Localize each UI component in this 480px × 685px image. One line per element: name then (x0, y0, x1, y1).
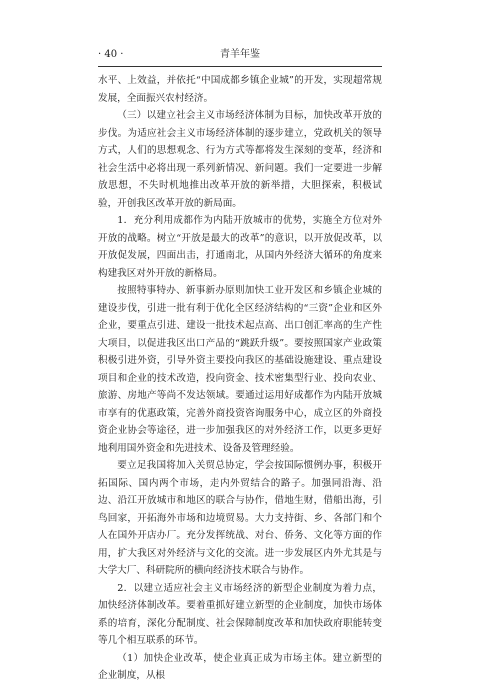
paragraph-point-two: 2．以建立适应社会主义市场经济的新型企业制度为着力点，加快经济体制改革。要着重抓好建立新型的企业制度，加快市场体系的培育，深化分配制度、社会保障制度改革和加快政府职能转变等几个相互联系的环节。 (98, 582, 382, 646)
body-text (98, 72, 382, 685)
running-title: 青羊年鉴 (220, 49, 260, 60)
paragraph-continuation: 水平、上效益，并依托“中国成都乡镇企业城”的开发，实现超常规发展，全面振兴农村经济。 (98, 75, 382, 104)
page-number: · 40 · (98, 49, 124, 60)
paragraph-section-three: （三）以建立社会主义市场经济体制为目标，加快改革开放的步伐。为适应社会主义市场经济体制的逐步建立，党政机关的领导方式，人们的思想观念、行为方式等都将发生深刻的变革，经济和社会生活中必将出现一系列新情况、新问题。我们一定要进一步解放思想，不失时机地推出改革开放的新举措，大胆探索，积极试验，开创我区改革开放的新局面。 (98, 110, 382, 209)
paragraph-point-one: 1．充分利用成都作为内陆开放城市的优势，实施全方位对外开放的战略。树立“开放是最大的改革”的意识，以开放促改革，以开放促发展，四面出击，打通南北，从国内外经济大循环的角度来构建我区对外开放的新格局。 (98, 215, 382, 279)
paragraph-enterprise-reform: （1）加快企业改革，使企业真正成为市场主体。建立新型的企业制度，从根 (98, 652, 382, 681)
paragraph-development-zone: 按照特事特办、新事新办原则加快工业开发区和乡镇企业城的建设步伐，引进一批有利于优化全区经济结构的“三资”企业和区外企业，要重点引进、建设一批技术起点高、出口创汇率高的生产性大项目，以促进我区出口产品的“跳跃升级”。要按照国家产业政策积极引进外资，引导外资主要投向我区的基础设施建设、重点建设项目和企业的技术改造，投向资金、技术密集型行业、投向农业、旅游、房地产等尚不发达领域。要通过运用好成都作为内陆开放城市享有的优惠政策，完善外商投资咨询服务中心，成立区的外商投资企业协会等途径，进一步加强我区的对外经济工作，以更多更好地利用国外资金和先进技术、设备及管理经验。 (98, 285, 382, 454)
header-rule (98, 66, 382, 67)
page-header (98, 47, 382, 63)
paragraph-trade-markets: 要立足我国将加入关贸总协定，学会按国际惯例办事，积极开拓国际、国内两个市场，走内外贸结合的路子。加强同沿海、沿边、沿江开放城市和地区的联合与协作，借地生财，借船出海，引鸟回家，开拓海外市场和边境贸易。大力支持街、乡、各部门和个人在国外开店办厂。充分发挥统战、对台、侨务、文化等方面的作用，扩大我区对外经济与文化的交流。进一步发展区内外尤其是与大学大厂、科研院所的横向经济技术联合与协作。 (98, 460, 382, 576)
